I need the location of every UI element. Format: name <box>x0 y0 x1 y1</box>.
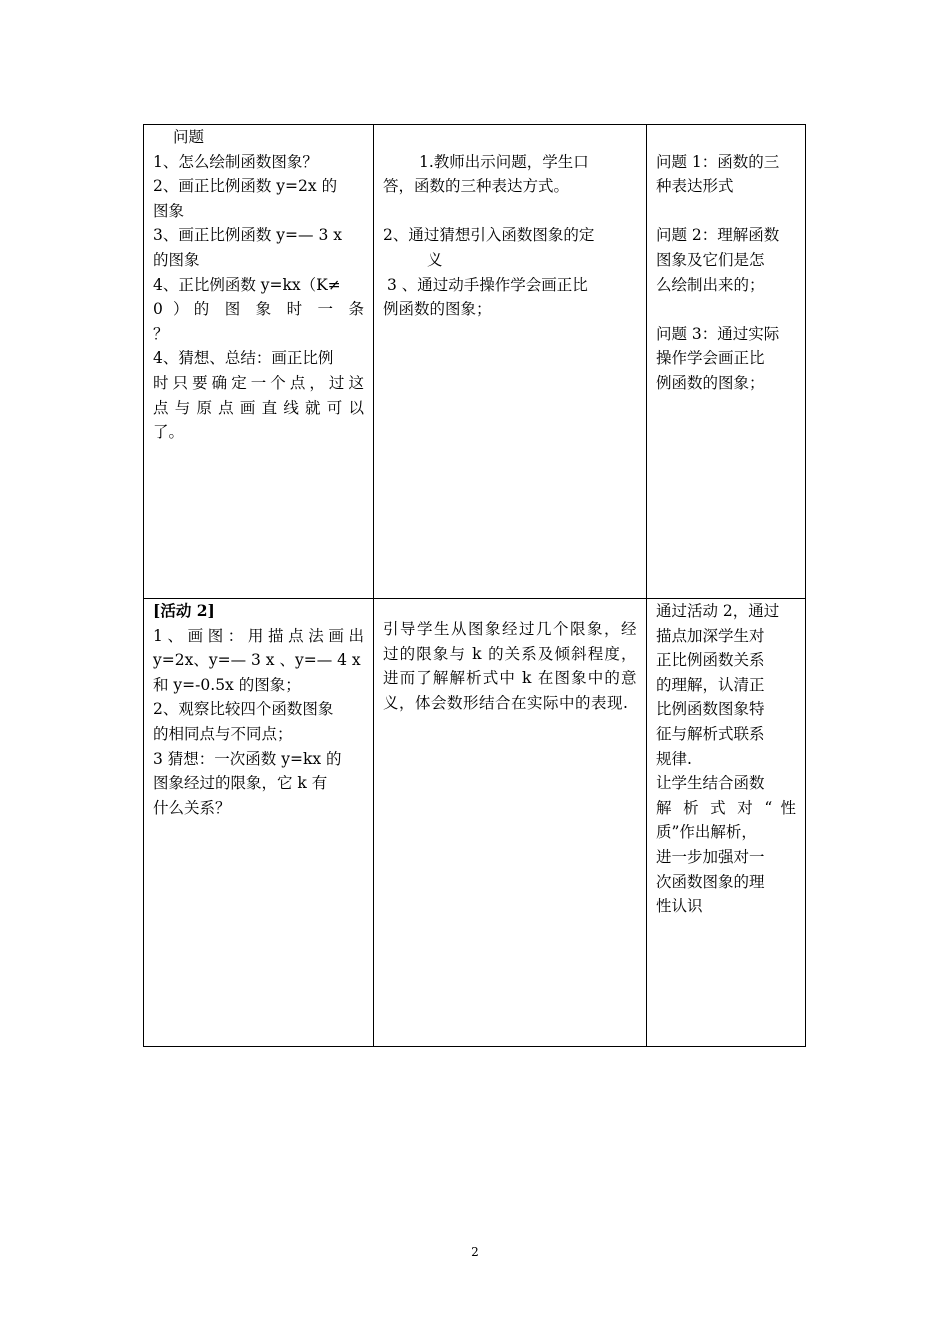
row1-intent-q3-line1: 问题 3：通过实际 <box>656 324 780 343</box>
row1-heading: 问题 <box>173 128 205 146</box>
row2-line-7: 图象经过的限象，它 k 有 <box>153 774 328 793</box>
row2-line-5: 的相同点与不同点； <box>153 724 293 743</box>
row1-line-4: 3、画正比例函数 y=— 3 x <box>153 226 342 245</box>
row1-teacher-cell <box>374 125 647 599</box>
row2-intent-line-3: 正比例函数关系 <box>656 651 765 670</box>
row2-line-8: 什么关系？ <box>153 798 231 817</box>
row2-line-1: 1、画图：用描点法画出 <box>153 626 364 645</box>
row1-line-2: 2、画正比例函数 y=2x 的 <box>153 177 338 196</box>
row1-teacher-item1-line2: 答，函数的三种表达方式。 <box>383 177 570 196</box>
row1-intent-q2-line2: 图象及它们是怎 <box>656 250 765 269</box>
row1-line-1: 1、怎么绘制函数图象？ <box>153 152 318 171</box>
table-row <box>144 599 806 1047</box>
row1-line-9: 4、猜想、总结：画正比例 <box>153 349 334 368</box>
row1-teacher-item3-line2: 例函数的图象； <box>383 300 492 319</box>
lesson-plan-table <box>143 124 806 1047</box>
row1-intent-q1-line1: 问题 1：函数的三 <box>656 152 780 171</box>
row2-line-2: y=2x、y=— 3 x 、y=— 4 x <box>153 651 361 670</box>
row2-intent-line-6: 征与解析式联系 <box>656 724 765 743</box>
row1-intent-q2-line3: 么绘制出来的； <box>656 275 765 294</box>
row1-teacher-item3-line1: 3 、通过动手操作学会画正比 <box>387 275 588 294</box>
row1-intent-q3-line2: 操作学会画正比 <box>656 349 765 368</box>
row1-intent-q2-line1: 问题 2：理解函数 <box>656 226 780 245</box>
table-row <box>144 125 806 599</box>
row2-teacher-text: 引导学生从图象经过几个限象，经过的限象与 k 的关系及倾斜程度，进而了解解析式中 k 在图象中的意义，体会数形结合在实际中的表现. <box>383 620 637 712</box>
row1-teacher-item1-line1: 1.教师出示问题，学生口 <box>419 152 589 171</box>
row2-teacher-cell <box>374 599 647 1047</box>
row2-intent-line-2: 描点加深学生对 <box>656 626 765 645</box>
row2-intent-line-10: 质”作出解析， <box>656 823 757 842</box>
row2-intent-line-7: 规律. <box>656 749 692 768</box>
row1-line-12: 了。 <box>153 423 185 442</box>
row1-intent-q1-line2: 种表达形式 <box>656 177 734 196</box>
row2-intent-line-5: 比例函数图象特 <box>656 700 765 719</box>
row2-intent-line-12: 次函数图象的理 <box>656 872 765 891</box>
row2-intent-line-1: 通过活动 2，通过 <box>656 602 780 620</box>
row2-line-3: 和 y=-0.5x 的图象； <box>153 675 301 694</box>
row2-activity-cell <box>144 599 374 1047</box>
row1-line-10: 时只要确定一个点，过这 <box>153 373 364 392</box>
row1-activity-cell <box>144 125 374 599</box>
row1-intent-cell <box>647 125 806 599</box>
page-number: 2 <box>471 1245 479 1259</box>
row1-line-7: 0 ）的 图 象 时 一 条 <box>153 300 364 319</box>
row1-teacher-item2-line2: 义 <box>427 250 443 269</box>
row2-line-4: 2、观察比较四个函数图象 <box>153 700 334 719</box>
row2-intent-line-13: 性认识 <box>656 897 703 916</box>
row1-intent-q3-line3: 例函数的图象； <box>656 373 765 392</box>
row2-intent-line-8: 让学生结合函数 <box>656 774 765 793</box>
row1-teacher-item2-line1: 2、通过猜想引入函数图象的定 <box>383 226 595 245</box>
row2-intent-cell <box>647 599 806 1047</box>
row2-line-6: 3 猜想：一次函数 y=kx 的 <box>153 749 342 768</box>
row2-intent-line-9: 解 析 式 对 “ 性 <box>656 798 796 817</box>
row2-intent-line-11: 进一步加强对一 <box>656 847 765 866</box>
row1-line-8: ？ <box>153 324 169 343</box>
row2-intent-line-4: 的理解，认清正 <box>656 675 765 694</box>
row2-heading: [活动 2] <box>153 601 215 620</box>
row1-line-6: 4、正比例函数 y=kx（K≠ <box>153 275 341 294</box>
row1-line-11: 点与原点画直线就可以 <box>153 398 364 417</box>
row1-line-3: 图象 <box>153 201 185 220</box>
row1-line-5: 的图象 <box>153 250 200 269</box>
